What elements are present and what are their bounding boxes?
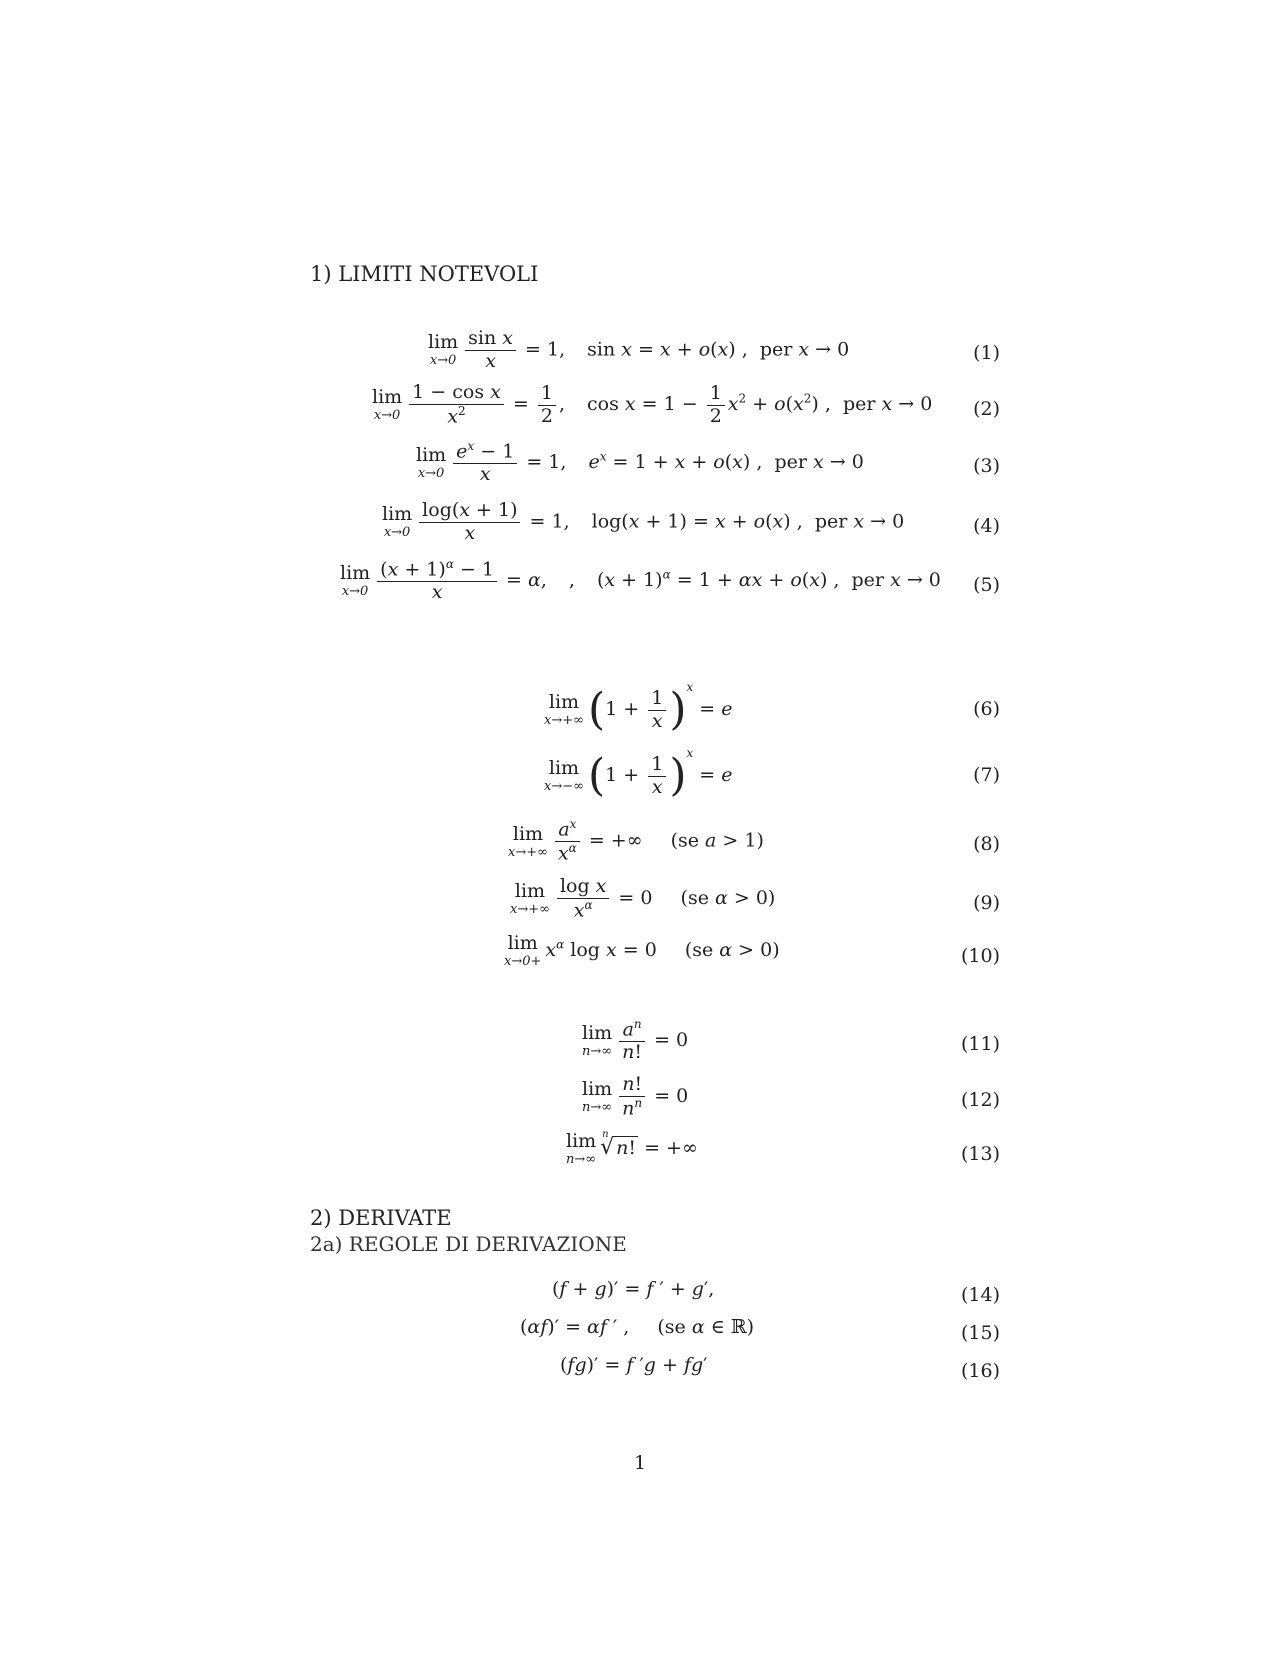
equation-6-math: lim x→+∞ (1 + $\frac{1}{x}$ )$^x$ = e — [544, 680, 733, 735]
equation-16 — [0, 1354, 1280, 1388]
equation-5-math: lim x→0 $\frac{(x + 1)^\alpha - 1}{x}$ = α, , $(x + 1)^\alpha = 1 + \alpha x + o(x)$ , per x → 0 — [340, 557, 941, 604]
equation-number: (15) — [960, 1322, 1000, 1344]
equation-10 — [0, 934, 1280, 978]
equation-number: (14) — [960, 1284, 1000, 1306]
equation-number: (12) — [960, 1089, 1000, 1111]
equation-4 — [0, 500, 1280, 552]
equation-11-math: lim n→∞ $\frac{a^n}{n!}$ = 0 — [582, 1017, 689, 1064]
section-heading-limiti: 1) LIMITI NOTEVOLI — [310, 262, 539, 286]
equation-number: (7) — [973, 764, 1000, 786]
page-number: 1 — [633, 1452, 647, 1474]
equation-number: (6) — [973, 698, 1000, 720]
equation-3-math: lim x→0 $\frac{e^x - 1}{x}$ = 1, $e^x = 1 + x + o(x)$ , per x → 0 — [416, 439, 864, 486]
equation-number: (16) — [960, 1360, 1000, 1382]
equation-14 — [0, 1278, 1280, 1312]
equation-5 — [0, 558, 1280, 612]
equation-number: (1) — [973, 342, 1000, 364]
equation-10-math: lim x→0+ $x^\alpha$ log x = 0 (se α > 0) — [504, 932, 780, 969]
equation-number: (4) — [973, 515, 1000, 537]
equation-number: (3) — [973, 455, 1000, 477]
equation-3 — [0, 440, 1280, 492]
equation-9-math: lim x→+∞ $\frac{\text{log x}}{x^\alpha}$ = 0 (se α > 0) — [510, 875, 776, 922]
equation-13-math: lim n→∞ √ n n! = +∞ — [566, 1132, 698, 1166]
equation-number: (13) — [960, 1143, 1000, 1165]
equation-15-math: (αf)′ = αf ′ , (se α ∈ ℝ) — [520, 1316, 755, 1338]
equation-7 — [0, 746, 1280, 804]
equation-12 — [0, 1074, 1280, 1126]
equation-number: (9) — [973, 892, 1000, 914]
equation-13 — [0, 1129, 1280, 1176]
equation-number: (11) — [960, 1033, 1000, 1055]
equation-7-math: lim x→−∞ (1 + $\frac{1}{x}$ )$^x$ = e — [544, 746, 733, 801]
equation-12-math: lim n→∞ $\frac{n!}{n^n}$ = 0 — [582, 1073, 689, 1120]
equation-16-math: (fg)′ = f ′g + fg′ — [560, 1354, 708, 1376]
equation-number: (5) — [973, 574, 1000, 596]
equation-number: (10) — [960, 945, 1000, 967]
equation-14-math: (f + g)′ = f ′ + g′, — [552, 1278, 715, 1300]
subsection-heading-regole: 2a) REGOLE DI DERIVAZIONE — [310, 1232, 627, 1256]
equation-2-math: lim x→0 $\frac{\text{1 − cos x}}{x^2}$ = $\frac{1}{2}$ , cos x = 1 − $\frac{1}{2}$ $x^2 + o(x^2)$ , per x → 0 — [372, 381, 933, 428]
equation-1 — [0, 328, 1280, 378]
equation-4-math: lim x→0 $\frac{\log(x + 1)}{x}$ = 1, log(x + 1) = x + o(x) , per x → 0 — [382, 499, 905, 544]
equation-1-math: lim x→0 $\frac{\text{sin x}}{x}$ = 1, sin x = x + o(x) , per x → 0 — [428, 327, 850, 372]
equation-number: (8) — [973, 833, 1000, 855]
equation-8 — [0, 818, 1280, 870]
equation-9 — [0, 876, 1280, 930]
equation-11 — [0, 1018, 1280, 1070]
equation-15 — [0, 1316, 1280, 1350]
equation-6 — [0, 680, 1280, 738]
equation-8-math: lim x→+∞ $\frac{a^x}{x^\alpha}$ = +∞ (se a > 1) — [508, 817, 764, 865]
equation-2 — [0, 382, 1280, 436]
section-heading-derivate: 2) DERIVATE — [310, 1206, 452, 1230]
equation-number: (2) — [973, 398, 1000, 420]
